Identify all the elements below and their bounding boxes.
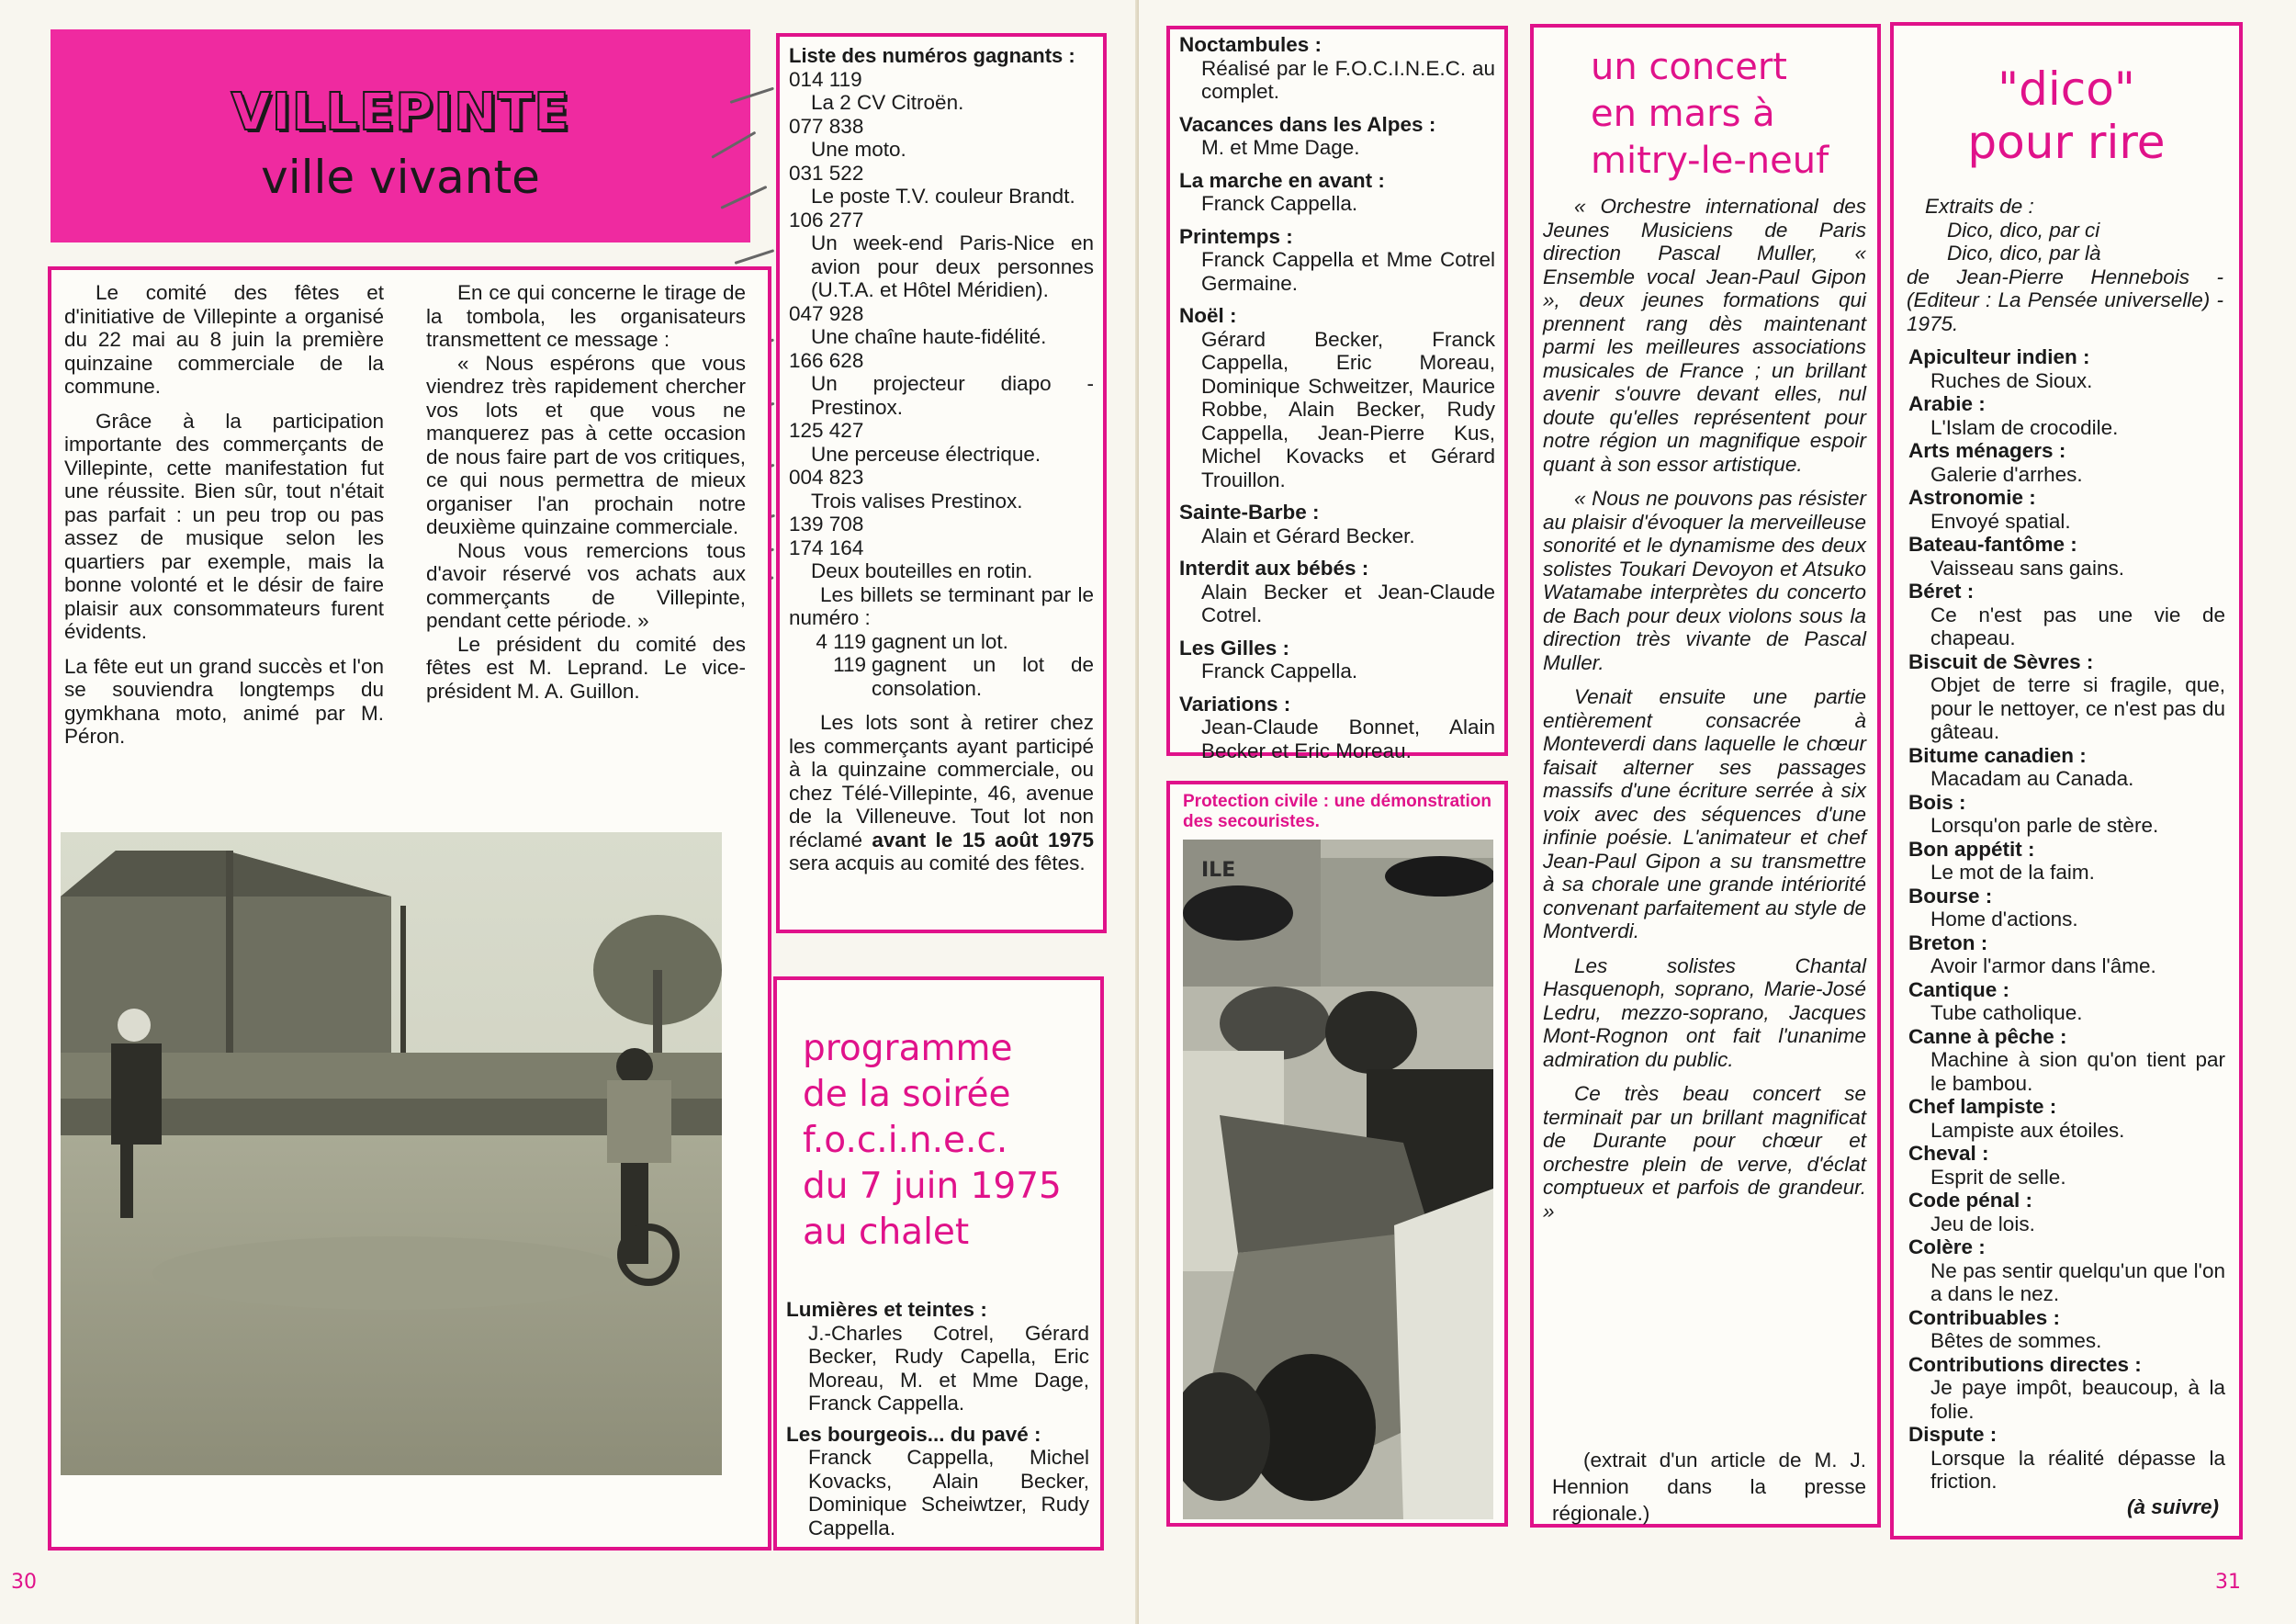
prize-description: Une perceuse électrique. <box>811 442 1041 466</box>
dico-title: "dico" pour rire <box>1967 62 2166 169</box>
dico-entries <box>1908 345 2225 1494</box>
programme-act-title: Noël : <box>1179 304 1237 327</box>
winning-number: 174 164 <box>789 536 864 559</box>
civil-protection-box <box>1166 781 1508 1527</box>
article-paragraph: La fête eut un grand succès et l'on se souviendra longtemps du gymkhana moto, animé par M. Péron. <box>64 654 384 748</box>
article-column-1 <box>64 281 384 749</box>
concert-paragraph: Les solistes Chantal Hasquenoph, soprano, Marie-José Ledru, mezzo-soprano, Jacques Mont-Rognon ont fait l'unanime admiration du public. <box>1543 953 1866 1071</box>
prize-description: La 2 CV Citroën. <box>811 91 964 114</box>
programme-act-title: La marche en avant : <box>1179 168 1385 192</box>
dico-definition: Vaisseau sans gains. <box>1930 556 2124 580</box>
programme-act-title: Variations : <box>1179 692 1291 716</box>
dico-definition: Lampiste aux étoiles. <box>1930 1118 2125 1142</box>
billets-items <box>789 630 1094 701</box>
billet-text: gagnent un lot de consolation. <box>872 653 1094 700</box>
dico-term: Béret : <box>1908 580 1975 603</box>
villepinte-article <box>48 266 771 1551</box>
dico-definition: Macadam au Canada. <box>1930 767 2134 790</box>
billet-row <box>789 653 1094 700</box>
dico-definition: Esprit de selle. <box>1930 1165 2066 1189</box>
billets-intro: Les billets se terminant par le numéro : <box>789 582 1094 629</box>
dico-term: Colère : <box>1908 1235 1986 1258</box>
programme-act-names: Franck Cappella. <box>1201 660 1358 682</box>
prize-description: Trois valises Prestinox. <box>811 489 1023 513</box>
concert-paragraph: « Orchestre international des Jeunes Musiciens de Paris direction Pascal Muller, « Ensemble vocal Jean-Paul Gipon », deux jeunes formations qui prennent rang dès maintenant parmi les meilleures associations musicales de France ; un brillant avenir s'ouvre devant elles, nul doute qu'elles représentent pour notre région un magnifique espoir quant à son essor artistique. <box>1543 195 1866 476</box>
programme-items <box>786 1298 1089 1539</box>
dico-term: Arabie : <box>1908 392 1986 415</box>
prize-description: Une moto. <box>811 138 906 161</box>
programme-act-title: Sainte-Barbe : <box>1179 501 1320 524</box>
dico-definition: Ce n'est pas une vie de chapeau. <box>1930 603 2225 649</box>
dico-definition: Machine à sion qu'on tient par le bambou. <box>1930 1048 2225 1095</box>
dico-term: Chef lampiste : <box>1908 1095 2057 1118</box>
banner-title: VILLEPINTE <box>231 83 570 142</box>
to-follow: (à suivre) <box>2126 1495 2219 1518</box>
article-paragraph: Le président du comité des fêtes est M. Leprand. Le vice-président M. A. Guillon. <box>426 632 746 703</box>
prize-description: Un projecteur diapo - Prestinox. <box>811 372 1094 419</box>
dico-term: Dispute : <box>1908 1423 1998 1446</box>
programme-act-title: Interdit aux bébés : <box>1179 557 1369 580</box>
concert-paragraph: « Nous ne pouvons pas résister au plaisir d'évoquer la merveilleuse sonorité et le dynamisme des deux solistes Toukari Devoyon et Atsuko Watamabe interprètes du concerto de Bach pour deux violons sous la direction très vivante de Pascal Muller. <box>1543 487 1866 674</box>
winning-number: 047 928 <box>789 301 864 325</box>
concert-body <box>1543 195 1866 1223</box>
dico-term: Contributions directes : <box>1908 1352 2142 1376</box>
billet-number: 4 119 <box>816 629 866 653</box>
dico-term: Breton : <box>1908 930 1988 954</box>
dico-definition: Ne pas sentir quelqu'un que l'on a dans le nez. <box>1930 1258 2225 1305</box>
dico-term: Bois : <box>1908 790 1966 814</box>
programme-act-title: Lumières et teintes : <box>786 1298 987 1321</box>
winning-number: 139 708 <box>789 513 864 536</box>
prize-description: Le poste T.V. couleur Brandt. <box>811 185 1075 208</box>
programme-act-title: Vacances dans les Alpes : <box>1179 112 1436 136</box>
dico-definition: Avoir l'armor dans l'âme. <box>1930 954 2156 977</box>
dico-definition: Jeu de lois. <box>1930 1212 2035 1235</box>
dico-term: Cheval : <box>1908 1142 1989 1165</box>
prize-description: Deux bouteilles en rotin. <box>811 559 1033 582</box>
dico-term: Apiculteur indien : <box>1908 345 2090 368</box>
winners-heading: Liste des numéros gagnants : <box>789 44 1075 67</box>
concert-source: (extrait d'un article de M. J. Hennion dans la presse régionale.) <box>1552 1449 1866 1525</box>
programme-act-names: J.-Charles Cotrel, Gérard Becker, Rudy Capella, Eric Moreau, M. et Mme Dage, Franck Cappella. <box>808 1321 1089 1415</box>
article-paragraph: Grâce à la participation importante des commerçants de Villepinte, cette manifestation fut une réussite. Bien sûr, tout n'était pas parfait : un peu trop ou pas assez de musique selon les quartiers par exemple, mais la bonne volonté et le désir de faire plaisir aux consommateurs furent évidents. <box>64 409 384 643</box>
programme-continued <box>1166 26 1508 762</box>
programme-act-names: Franck Cappella, Michel Kovacks, Alain Becker, Dominique Scheiwtzer, Rudy Cappella. <box>808 1446 1089 1539</box>
programme-act-title: Les Gilles : <box>1179 636 1290 660</box>
dico-definition: Galerie d'arrhes. <box>1930 462 2083 486</box>
dico-definition: Home d'actions. <box>1930 908 2078 930</box>
dico-definition: Le mot de la faim. <box>1930 861 2095 884</box>
secouristes-photo-image <box>1183 840 1493 1519</box>
article-paragraph: Le comité des fêtes et d'initiative de Villepinte a organisé du 22 mai au 8 juin la première quinzaine commerciale de la commune. <box>64 281 384 398</box>
dico-definition: Envoyé spatial. <box>1930 509 2071 533</box>
programme-act-title: Printemps : <box>1179 224 1293 248</box>
dico-definition: Ruches de Sioux. <box>1930 368 2093 392</box>
dico-term: Bon appétit : <box>1908 837 2035 861</box>
dico-term: Canne à pêche : <box>1908 1024 2067 1048</box>
programme-cont-items <box>1179 33 1495 762</box>
left-page <box>0 0 1139 1624</box>
photo-caption: Protection civile : une démonstration des secouristes. <box>1183 792 1491 831</box>
winning-number: 004 823 <box>789 466 864 489</box>
programme-act-names: Réalisé par le F.O.C.I.N.E.C. au complet. <box>1201 56 1495 103</box>
programme-title: programme de la soirée f.o.c.i.n.e.c. du 7 juin 1975 au chalet <box>803 1028 1062 1253</box>
motocross-photo-image <box>61 832 722 1475</box>
winners-closing: Les lots sont à retirer chez les commerçants ayant participé à la quinzaine commerciale, ou chez Télé-Villepinte, 46, avenue de la Villeneuve. Tout lot non réclamé avant le 15 août 1975 sera acquis au comité des fêtes. <box>789 711 1095 874</box>
banner-subtitle: ville vivante <box>261 151 540 204</box>
billet-number: 119 <box>833 653 866 676</box>
programme-box <box>773 976 1104 1551</box>
concert-article <box>1530 24 1881 1528</box>
programme-act-names: Alain Becker et Jean-Claude Cotrel. <box>1201 580 1495 626</box>
motocross-photo <box>61 832 722 1475</box>
dico-term: Bourse : <box>1908 884 1993 908</box>
concert-paragraph: Ce très beau concert se terminait par un brillant magnificat de Durante pour chœur et orchestre plein de verve, d'éclat comptueux et parfois de grandeur. » <box>1543 1082 1866 1223</box>
billet-text: gagnent un lot. <box>872 629 1008 653</box>
programme-act-names: Alain et Gérard Becker. <box>1201 524 1415 547</box>
dico-term: Astronomie : <box>1908 486 2036 509</box>
secouristes-photo <box>1183 840 1493 1519</box>
programme-act-title: Les bourgeois... du pavé : <box>786 1422 1041 1446</box>
svg-text:ILE: ILE <box>1201 859 1236 882</box>
programme-act-title: Noctambules : <box>1179 33 1322 56</box>
right-page <box>1139 0 2296 1624</box>
dico-term: Contribuables : <box>1908 1305 2061 1329</box>
dico-definition: Bêtes de sommes. <box>1930 1329 2102 1352</box>
dico-definition: Tube catholique. <box>1930 1001 2083 1024</box>
article-paragraph: En ce qui concerne le tirage de la tombola, les organisateurs transmettent ce message : <box>426 281 746 351</box>
dico-definition: L'Islam de crocodile. <box>1930 415 2119 439</box>
article-paragraph: Nous vous remercions tous d'avoir réservé vos achats aux commerçants de Villepinte, pendant cette période. » <box>426 538 746 632</box>
dico-term: Cantique : <box>1908 977 2009 1001</box>
concert-paragraph: Venait ensuite une partie entièrement consacrée à Monteverdi dans laquelle le chœur faisait alterner ses passages massifs d'une écriture serrée à six voix avec des séquences d'une infinie poésie. L'animateur et chef Jean-Paul Gipon a su transmettre à sa chorale une grande intériorité convenant parfaitement au style de Montverdi. <box>1543 685 1866 942</box>
prize-description: Un week-end Paris-Nice en avion pour deux personnes (U.T.A. et Hôtel Méridien). <box>811 231 1094 301</box>
dico-article <box>1890 22 2243 1539</box>
concert-title: un concert en mars à mitry-le-neuf <box>1591 46 1829 182</box>
page-number-right: 31 <box>2215 1571 2241 1594</box>
page-number-left: 30 <box>11 1571 37 1594</box>
winning-number: 106 277 <box>789 208 864 231</box>
prize-description: Une chaîne haute-fidélité. <box>811 325 1047 348</box>
winning-number: 077 838 <box>789 114 864 138</box>
programme-act-names: Franck Cappella et Mme Cotrel Germaine. <box>1201 248 1495 295</box>
title-banner <box>51 29 750 242</box>
dico-definition: Je paye impôt, beaucoup, à la folie. <box>1930 1376 2225 1423</box>
winning-number: 014 119 <box>789 67 862 91</box>
dico-term: Bitume canadien : <box>1908 743 2087 767</box>
dico-definition: Objet de terre si fragile, que, pour le nettoyer, ce n'est pas du gâteau. <box>1930 673 2225 743</box>
dico-term: Bateau-fantôme : <box>1908 533 2077 556</box>
programme-act-names: M. et Mme Dage. <box>1201 136 1360 159</box>
dico-definition: Lorsqu'on parle de stère. <box>1930 814 2159 837</box>
programme-act-names: Gérard Becker, Franck Cappella, Eric Moreau, Dominique Schweitzer, Maurice Robbe, Alain Becker, Rudy Cappella, Jean-Pierre Kus, Michel Kovacks et Gérard Trouillon. <box>1201 327 1495 491</box>
winners-list <box>776 33 1107 933</box>
winning-number: 166 628 <box>789 348 864 372</box>
article-paragraph: « Nous espérons que vous viendrez très rapidement chercher vos lots et que vous ne manquerez pas à cette occasion de nous faire part de vos critiques, ce qui nous permettra de mieux organiser l'an prochain notre deuxième quinzaine commerciale. <box>426 351 746 538</box>
dico-term: Code pénal : <box>1908 1189 2033 1212</box>
winners-items <box>789 68 1094 583</box>
programme-act-names: Jean-Claude Bonnet, Alain Becker et Eric Moreau. <box>1201 716 1495 762</box>
dico-definition: Lorsque la réalité dépasse la friction. <box>1930 1446 2225 1493</box>
programme-act-names: Franck Cappella. <box>1201 192 1358 215</box>
winning-number: 125 427 <box>789 419 864 442</box>
dico-intro: Extraits de : Dico, dico, par ci Dico, dico, par là de Jean-Pierre Hennebois - (Editeur : La Pensée universelle) - 1975. <box>1907 195 2223 335</box>
dico-term: Biscuit de Sèvres : <box>1908 649 2094 673</box>
article-column-2 <box>426 281 746 703</box>
winning-number: 031 522 <box>789 161 864 185</box>
dico-term: Arts ménagers : <box>1908 439 2066 462</box>
billet-row <box>789 630 1094 654</box>
